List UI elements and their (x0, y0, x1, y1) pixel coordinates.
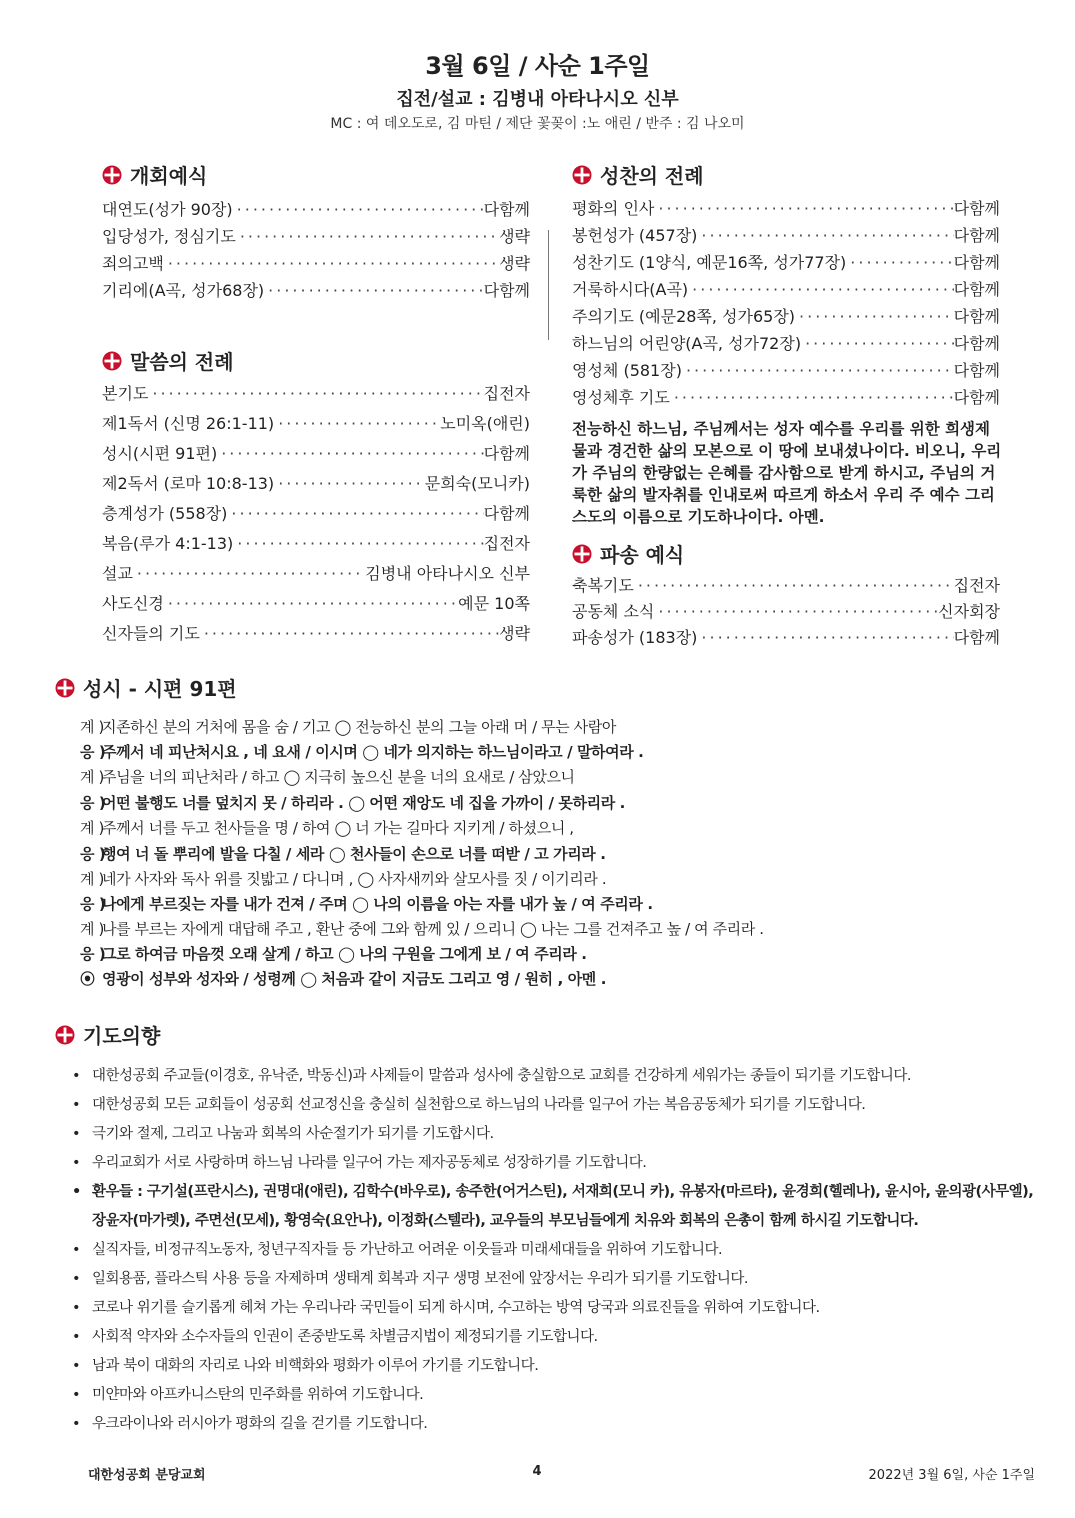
dot-leader (164, 254, 499, 273)
dot-leader (670, 388, 954, 407)
order-item-role: 다함께 (483, 281, 530, 300)
order-item-name: 거룩하시다(A곡) (572, 280, 689, 299)
bullet: • (72, 1068, 81, 1084)
bullet: • (72, 1242, 81, 1258)
order-item-name: 성찬기도 (1양식, 예문16쪽, 성가77장) (572, 253, 847, 272)
speaker-label: 계 ) (80, 718, 104, 736)
dot-leader (200, 624, 499, 643)
intention-item (72, 1412, 1032, 1433)
intention-text: 장윤자(마가렛), 주면선(모세), 황영숙(요안나), 이정화(스텔라), 교우들의 부모님들에게 치유와 회복의 은총이 함께 하시길 기도합니다. (92, 1213, 919, 1229)
speaker-label: 응 ) (80, 794, 106, 812)
bullet: • (72, 1416, 81, 1432)
order-item-role: 생략 (499, 227, 530, 246)
bullet: • (72, 1184, 81, 1200)
intention-text: 극기와 절제, 그리고 나눔과 회복의 사순절기가 되기를 기도합시다. (92, 1126, 494, 1142)
psalm-text: 주께서 너를 두고 천사들을 명 / 하여 ◯ 너 가는 길마다 지키게 / 하셨으니 , (102, 819, 574, 837)
bullet: • (72, 1126, 81, 1142)
psalm-line (80, 741, 643, 762)
intention-text: 우크라이나와 러시아가 평화의 길을 걷기를 기도합니다. (92, 1416, 428, 1432)
intention-item (72, 1296, 1032, 1317)
order-item-name: 축복기도 (572, 576, 634, 595)
speaker-label: 계 ) (80, 870, 104, 888)
section-eucharist-header (572, 160, 704, 189)
psalm-text: 나에게 부르짖는 자를 내가 건져 / 주며 ◯ 나의 이름을 아는 자를 내가 높 / 여 주리라 . (102, 895, 653, 913)
post-communion-prayer: 전능하신 하느님, 주님께서는 성자 예수를 우리를 위한 희생제물과 경건한 삶의 모본으로 이 땅에 보내셨나이다. 비오니, 우리가 주님의 한량없는 은혜를 감사함으로 받게 하시고, 주님의 거룩한 삶의 발자취를 인내로써 따르게 하소서 우리 주 예수 그리스도의 이름으로 기도하나이다. 아멘. (572, 420, 1002, 526)
order-row (102, 411, 530, 441)
dot-leader (164, 594, 458, 613)
psalm-line (80, 817, 574, 838)
dot-leader (274, 414, 440, 433)
psalm-text: 영광이 성부와 성자와 / 성령께 ◯ 처음과 같이 지금도 그리고 영 / 원히 , 아멘 . (102, 970, 606, 988)
section-title: 성찬의 전례 (600, 164, 704, 188)
order-item-name: 층계성가 (558장) (102, 504, 228, 523)
bullet: • (72, 1155, 81, 1171)
order-item-role: 다함께 (483, 200, 530, 219)
cross-icon (55, 1025, 75, 1045)
dot-leader (688, 280, 953, 299)
eucharist-list (572, 196, 1000, 412)
order-item-name: 평화의 인사 (572, 199, 655, 218)
order-row (572, 385, 1000, 412)
order-row (102, 251, 530, 278)
dot-leader (795, 307, 954, 326)
order-item-role: 집전자 (953, 576, 1000, 595)
speaker-label: 응 ) (80, 743, 106, 761)
order-row (572, 599, 1000, 625)
order-item-name: 입당성가, 정심기도 (102, 227, 236, 246)
intention-text: 남과 북이 대화의 자리로 나와 비핵화와 평화가 이루어 가기를 기도합니다. (92, 1358, 539, 1374)
order-item-name: 성시(시편 91편) (102, 444, 218, 463)
intention-item (72, 1122, 1032, 1143)
order-row (102, 471, 530, 501)
celebrant-line: 집전/설교 : 김병내 아타나시오 신부 (396, 89, 679, 110)
psalm-text: 주께서 네 피난처시요 , 네 요새 / 이시며 ◯ 네가 의지하는 하느님이라고 / 말하여라 . (102, 743, 644, 761)
order-item-name: 제1독서 (신명 26:1-11) (102, 414, 275, 433)
intention-item (72, 1238, 1032, 1259)
order-item-name: 복음(루가 4:1-13) (102, 534, 234, 553)
cross-icon (102, 351, 122, 371)
dot-leader (682, 361, 954, 380)
intention-item (72, 1151, 1032, 1172)
order-item-role: 신자회장 (938, 602, 1000, 621)
section-title: 말씀의 전례 (130, 350, 234, 374)
order-row (572, 625, 1000, 651)
order-row (102, 224, 530, 251)
order-row (102, 441, 530, 471)
bullet: • (72, 1097, 81, 1113)
psalm-line (80, 893, 653, 914)
order-item-role: 생략 (499, 254, 530, 273)
psalm-line (80, 868, 606, 889)
order-item-name: 영성체후 기도 (572, 388, 670, 407)
page-number: 4 (532, 1464, 542, 1479)
order-row (572, 223, 1000, 250)
dot-leader (148, 384, 483, 403)
order-row (572, 304, 1000, 331)
order-row (572, 358, 1000, 385)
intention-item-continued (92, 1209, 1052, 1230)
order-item-name: 설교 (102, 564, 133, 583)
section-title: 성시 - 시편 91편 (83, 677, 237, 701)
order-row (102, 621, 530, 651)
dismissal-list (572, 573, 1000, 651)
opening-list (102, 197, 530, 305)
mc-line: MC : 여 데오도로, 김 마틴 / 제단 꽃꽂이 :노 애린 / 반주 : 김 나오미 (330, 116, 745, 132)
intention-item (72, 1354, 1032, 1375)
section-title: 기도의향 (83, 1024, 161, 1048)
order-item-role: 집전자 (483, 534, 530, 553)
order-item-name: 신자들의 기도 (102, 624, 200, 643)
section-title: 개회예식 (130, 164, 208, 188)
section-title: 파송 예식 (600, 543, 685, 567)
section-opening-header (102, 160, 207, 189)
order-item-role: 다함께 (953, 334, 1000, 353)
section-dismissal-header (572, 539, 684, 568)
order-item-role: 다함께 (953, 628, 1000, 647)
psalm-line (80, 918, 764, 939)
order-item-role: 다함께 (953, 361, 1000, 380)
order-row (102, 197, 530, 224)
speaker-label: 계 ) (80, 819, 104, 837)
bullet: • (72, 1271, 81, 1287)
order-row (572, 573, 1000, 599)
order-item-role: 다함께 (483, 504, 530, 523)
intention-text: 대한성공회 모든 교회들이 성공회 선교정신을 충실히 실천함으로 하느님의 나라를 일구어 가는 복음공동체가 되기를 기도합니다. (92, 1097, 866, 1113)
dot-leader (274, 474, 425, 493)
order-item-role: 다함께 (953, 199, 1000, 218)
intention-text: 우리교회가 서로 사랑하며 하느님 나라를 일구어 가는 제자공동체로 성장하기를 기도합니다. (92, 1155, 647, 1171)
dot-leader (227, 504, 483, 523)
order-item-name: 제2독서 (로마 10:8-13) (102, 474, 275, 493)
order-item-role: 집전자 (483, 384, 530, 403)
speaker-label: 계 ) (80, 920, 104, 938)
order-item-name: 기리에(A곡, 성가68장) (102, 281, 265, 300)
order-row (102, 561, 530, 591)
psalm-text: 네가 사자와 독사 위를 짓밟고 / 다니며 , ◯ 사자새끼와 살모사를 짓 / 이기리라 . (102, 870, 607, 888)
psalm-line (80, 943, 587, 964)
order-row (102, 381, 530, 411)
footer-church: 대한성공회 분당교회 (88, 1468, 206, 1483)
intention-item (72, 1325, 1032, 1346)
order-item-name: 주의기도 (예문28쪽, 성가65장) (572, 307, 796, 326)
order-item-name: 파송성가 (183장) (572, 628, 698, 647)
intention-item (72, 1267, 1032, 1288)
dot-leader (846, 253, 953, 272)
intention-text: 미얀마와 아프카니스탄의 민주화를 위하여 기도합니다. (92, 1387, 424, 1403)
psalm-text: 행여 너 돌 뿌리에 발을 다칠 / 세라 ◯ 천사들이 손으로 너를 떠받 / 고 가리라 . (102, 845, 606, 863)
order-item-name: 공동체 소식 (572, 602, 655, 621)
order-item-role: 생략 (499, 624, 530, 643)
psalm-line (80, 843, 606, 864)
bullet: • (72, 1387, 81, 1403)
psalm-text: 주님을 너의 피난처라 / 하고 ◯ 지극히 높으신 분을 너의 요새로 / 삼았으니 (102, 768, 575, 786)
order-row (572, 196, 1000, 223)
intention-text: 실직자들, 비정규직노동자, 청년구직자들 등 가난하고 어려운 이웃들과 미래세대들을 위하여 기도합니다. (92, 1242, 723, 1258)
dot-leader (654, 199, 953, 218)
order-item-role: 다함께 (953, 388, 1000, 407)
psalm-line (80, 766, 575, 787)
cross-icon (55, 678, 75, 698)
psalm-text: 지존하신 분의 거처에 몸을 숨 / 기고 ◯ 전능하신 분의 그늘 아래 머 / 무는 사람아 (102, 718, 616, 736)
order-item-role: 예문 10쪽 (458, 594, 530, 613)
intention-text: 사회적 약자와 소수자들의 인권이 존중받도록 차별금지법이 제정되기를 기도합니다. (92, 1329, 598, 1345)
dot-leader (133, 564, 365, 583)
order-item-name: 본기도 (102, 384, 149, 403)
order-item-role: 노미옥(애린) (440, 414, 530, 433)
bullet: • (72, 1358, 81, 1374)
speaker-label: 응 ) (80, 895, 106, 913)
intention-item (72, 1180, 1032, 1201)
dot-leader (233, 200, 484, 219)
order-row (572, 331, 1000, 358)
intention-text: 환우들 : 구기설(프란시스), 권명대(애린), 김학수(바우로), 송주한(어거스틴), 서재희(모니 카), 유봉자(마르타), 윤경희(헬레나), 윤시아, 윤의광(사무엘), (92, 1184, 1034, 1200)
order-item-role: 다함께 (953, 253, 1000, 272)
order-row (102, 591, 530, 621)
intention-text: 일회용품, 플라스틱 사용 등을 자제하며 생태계 회복과 지구 생명 보전에 앞장서는 우리가 되기를 기도합니다. (92, 1271, 748, 1287)
intention-item (72, 1093, 1032, 1114)
dot-leader (801, 334, 954, 353)
order-item-role: 다함께 (953, 226, 1000, 245)
cross-icon (102, 165, 122, 185)
order-row (572, 250, 1000, 277)
section-intentions-header (55, 1020, 160, 1049)
cross-icon (572, 544, 592, 564)
order-item-name: 영성체 (581장) (572, 361, 682, 380)
section-psalm-header (55, 673, 237, 702)
column-divider (548, 230, 549, 340)
order-item-role: 다함께 (953, 307, 1000, 326)
footer-date: 2022년 3월 6일, 사순 1주일 (868, 1468, 1035, 1483)
psalm-text: 그로 하여금 마음껏 오래 살게 / 하고 ◯ 나의 구원을 그에게 보 / 여 주리라 . (102, 945, 587, 963)
order-item-role: 다함께 (483, 444, 530, 463)
order-row (102, 278, 530, 305)
order-item-role: 김병내 아타나시오 신부 (365, 564, 530, 583)
order-row (102, 531, 530, 561)
bullet: • (72, 1300, 81, 1316)
dot-leader (654, 602, 938, 621)
psalm-line (80, 792, 625, 813)
dot-leader (634, 576, 954, 595)
dot-leader (264, 281, 483, 300)
intention-text: 코로나 위기를 슬기롭게 헤쳐 가는 우리나라 국민들이 되게 하시며, 수고하는 방역 당국과 의료진들을 위하여 기도합니다. (92, 1300, 820, 1316)
psalm-line (80, 968, 606, 989)
dot-leader (236, 227, 499, 246)
speaker-label: ⦿ (80, 970, 95, 988)
order-row (572, 277, 1000, 304)
order-row (102, 501, 530, 531)
word-list (102, 381, 530, 651)
order-item-name: 사도신경 (102, 594, 164, 613)
dot-leader (697, 226, 953, 245)
dot-leader (697, 628, 953, 647)
psalm-line (80, 716, 616, 737)
psalm-text: 어떤 불행도 너를 덮치지 못 / 하리라 . ◯ 어떤 재앙도 네 집을 가까이 / 못하리라 . (102, 794, 625, 812)
intention-item (72, 1064, 1032, 1085)
order-item-name: 대연도(성가 90장) (102, 200, 233, 219)
speaker-label: 응 ) (80, 945, 106, 963)
psalm-text: 나를 부르는 자에게 대답해 주고 , 환난 중에 그와 함께 있 / 으리니 ◯ 나는 그를 건져주고 높 / 여 주리라 . (102, 920, 764, 938)
order-item-role: 문희숙(모니카) (424, 474, 530, 493)
order-item-name: 죄의고백 (102, 254, 164, 273)
order-item-name: 하느님의 어린양(A곡, 성가72장) (572, 334, 802, 353)
speaker-label: 계 ) (80, 768, 104, 786)
page-title: 3월 6일 / 사순 1주일 (425, 52, 650, 80)
intention-item (72, 1383, 1032, 1404)
intention-text: 대한성공회 주교들(이경호, 유낙준, 박동신)과 사제들이 말씀과 성사에 충실함으로 교회를 건강하게 세워가는 종들이 되기를 기도합니다. (92, 1068, 911, 1084)
section-word-header (102, 346, 234, 375)
speaker-label: 응 ) (80, 845, 106, 863)
bullet: • (72, 1329, 81, 1345)
dot-leader (217, 444, 483, 463)
order-item-role: 다함께 (953, 280, 1000, 299)
order-item-name: 봉헌성가 (457장) (572, 226, 698, 245)
dot-leader (233, 534, 483, 553)
cross-icon (572, 165, 592, 185)
